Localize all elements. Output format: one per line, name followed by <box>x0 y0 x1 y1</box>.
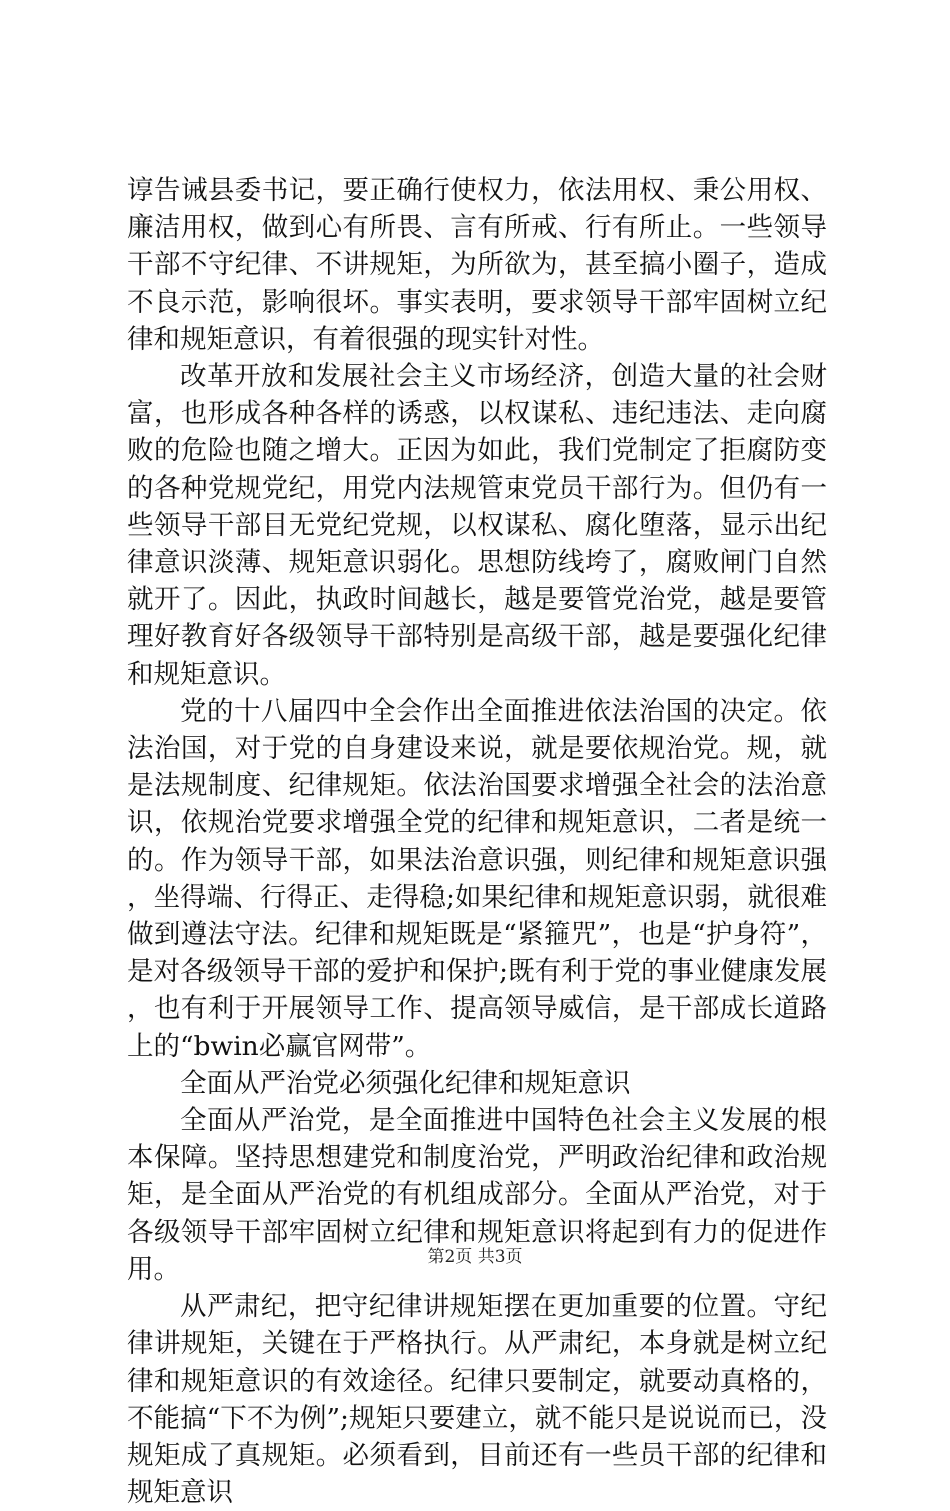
paragraph: 党的十八届四中全会作出全面推进依法治国的决定。依法治国，对于党的自身建设来说，就是要依规治党。规，就是法规制度、纪律规矩。依法治国要求增强全社会的法治意识，依规治党要求增强全党的纪律和规矩意识，二者是统一的。作为领导干部，如果法治意识强，则纪律和规矩意识强，坐得端、行得正、走得稳;如果纪律和规矩意识弱，就很难做到遵法守法。纪律和规矩既是“紧箍咒”，也是“护身符”，是对各级领导干部的爱护和保护;既有利于党的事业健康发展，也有利于开展领导工作、提高领导威信，是干部成长道路上的“bwin必赢官网带”。 <box>127 695 827 1062</box>
document-body <box>127 172 827 1511</box>
paragraph: 全面从严治党，是全面推进中国特色社会主义发展的根本保障。坚持思想建党和制度治党，严明政治纪律和政治规矩，是全面从严治党的有机组成部分。全面从严治党，对于各级领导干部牢固树立纪律和规矩意识将起到有力的促进作用。 <box>127 1105 827 1285</box>
paragraph: 谆告诫县委书记，要正确行使权力，依法用权、秉公用权、廉洁用权，做到心有所畏、言有所戒、行有所止。一些领导干部不守纪律、不讲规矩，为所欲为，甚至搞小圈子，造成不良示范，影响很坏。事实表明，要求领导干部牢固树立纪律和规矩意识，有着很强的现实针对性。 <box>127 175 827 355</box>
page-number-footer: 第2页 共3页 <box>427 1247 523 1267</box>
paragraph: 改革开放和发展社会主义市场经济，创造大量的社会财富，也形成各种各样的诱惑，以权谋私、违纪违法、走向腐败的危险也随之增大。正因为如此，我们党制定了拒腐防变的各种党规党纪，用党内法规管束党员干部行为。但仍有一些领导干部目无党纪党规，以权谋私、腐化堕落，显示出纪律意识淡薄、规矩意识弱化。思想防线垮了，腐败闸门自然就开了。因此，执政时间越长，越是要管党治党，越是要管理好教育好各级领导干部特别是高级干部，越是要强化纪律和规矩意识。 <box>127 361 827 690</box>
paragraph: 从严肃纪，把守纪律讲规矩摆在更加重要的位置。守纪律讲规矩，关键在于严格执行。从严肃纪，本身就是树立纪律和规矩意识的有效途径。纪律只要制定，就要动真格的，不能搞“下不为例”;规矩只要建立，就不能只是说说而已，没规矩成了真规矩。必须看到，目前还有一些员干部的纪律和规矩意识 <box>127 1291 827 1509</box>
section-heading: 全面从严治党必须强化纪律和规矩意识 <box>180 1067 631 1099</box>
